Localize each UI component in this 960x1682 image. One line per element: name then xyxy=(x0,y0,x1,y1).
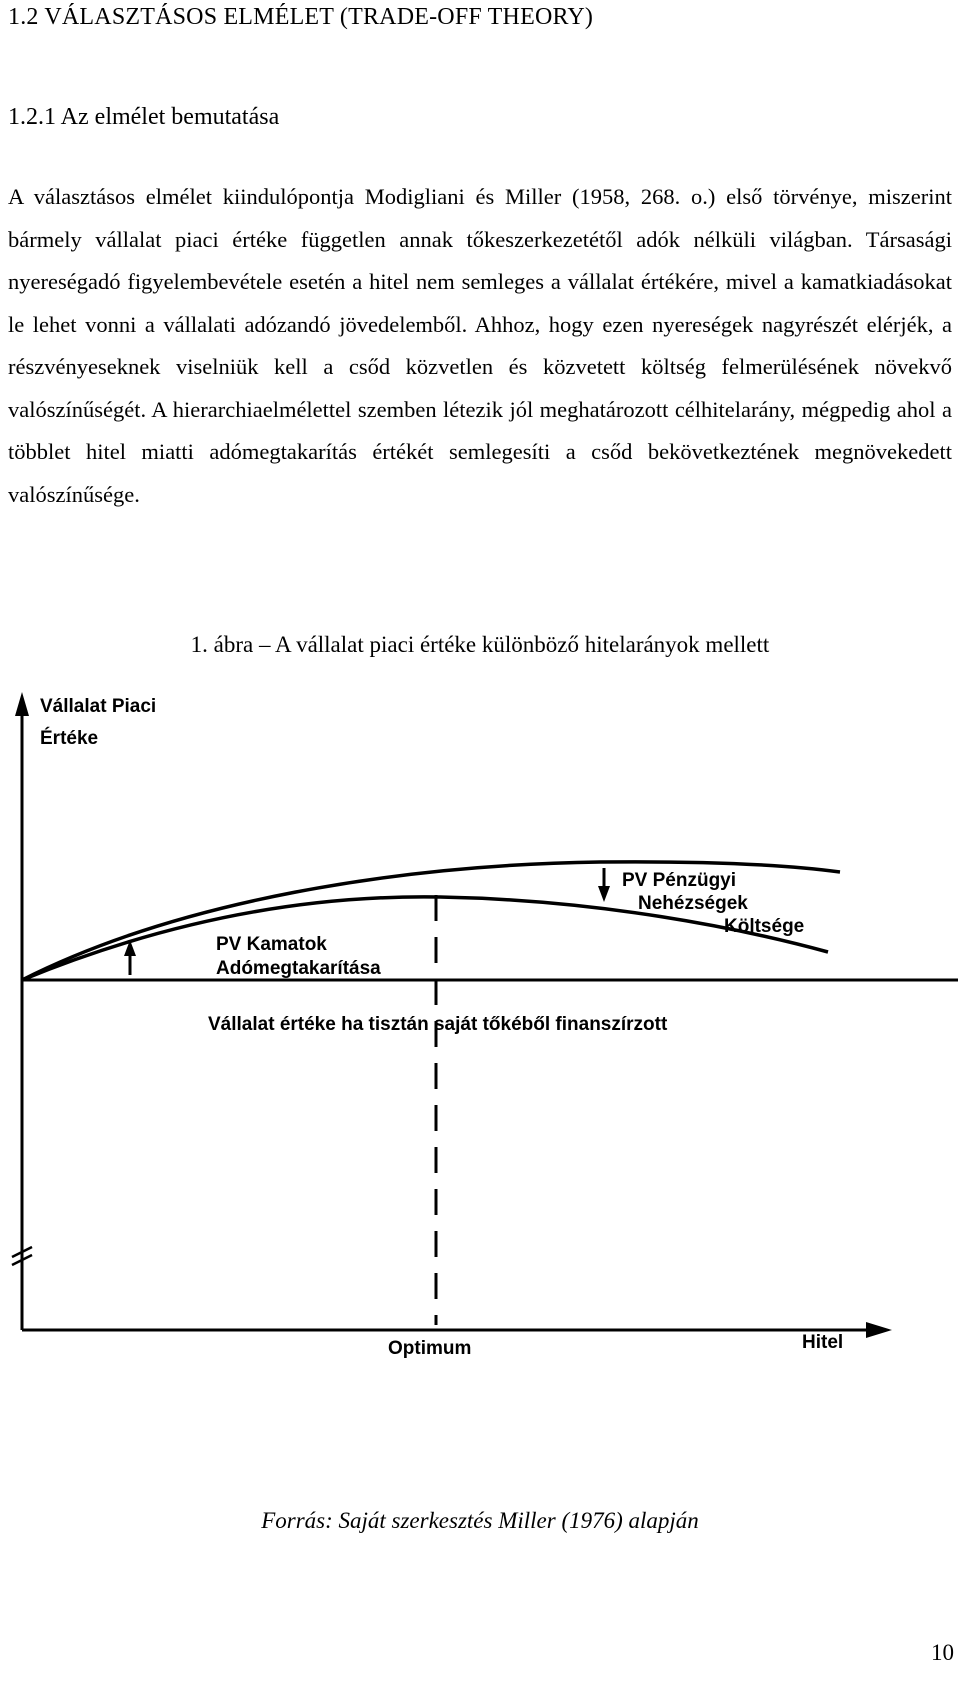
distress-label-line1: PV Pénzügyi xyxy=(622,870,737,891)
section-heading: 1.2 VÁLASZTÁSOS ELMÉLET (TRADE-OFF THEORY) xyxy=(8,4,594,30)
body-paragraph: A választásos elmélet kiindulópontja Modigliani és Miller (1958, 268. o.) első törvénye, miszerint bármely vállalat piaci értéke független annak tőkeszerkezetétől adók nélküli világban. Társasági nyereségadó figyelembevétele esetén a hitel nem semleges a vállalat értékére, mivel a kamatkiadásokat le lehet vonni a vállalati adózandó jövedelemből. Ahhoz, hogy ezen nyereségek nagyrészét elérjék, a részvényeseknek viselniük kell a csőd közvetlen és közvetett költség felmerülésének növekvő valószínűségét. A hierarchiaelmélettel szemben létezik jól meghatározott célhitelarány, mégpedig ahol a többlet hitel miatti adómegtakarítás értékét semlegesíti a csőd bekövetkeztének megnövekedett valószínűsége. xyxy=(8,184,952,507)
trade-off-figure xyxy=(0,690,960,1450)
subsection-heading: 1.2.1 Az elmélet bemutatása xyxy=(8,104,280,130)
x-axis-arrow xyxy=(866,1322,892,1338)
figure-caption: 1. ábra – A vállalat piaci értéke különböző hitelarányok mellett xyxy=(190,632,770,657)
distress-arrowhead xyxy=(598,886,610,902)
source-note: Forrás: Saját szerkesztés Miller (1976) alapján xyxy=(261,1508,699,1533)
y-axis-arrow xyxy=(15,692,29,716)
distress-label-line2: Nehézségek xyxy=(638,893,748,914)
tax-shield-label-line1: PV Kamatok xyxy=(216,934,327,955)
y-axis-label-line2: Értéke xyxy=(40,728,99,749)
page-number: 10 xyxy=(931,1640,954,1665)
tax-shield-label-line2: Adómegtakarítása xyxy=(216,958,381,979)
optimum-label: Optimum xyxy=(388,1338,472,1359)
x-axis-label: Hitel xyxy=(802,1332,844,1353)
distress-label-line3: Költsége xyxy=(724,916,805,937)
y-axis-label-line1: Vállalat Piaci xyxy=(40,696,157,717)
unlevered-value-label: Vállalat értéke ha tisztán saját tőkéből finanszírzott xyxy=(208,1014,668,1035)
